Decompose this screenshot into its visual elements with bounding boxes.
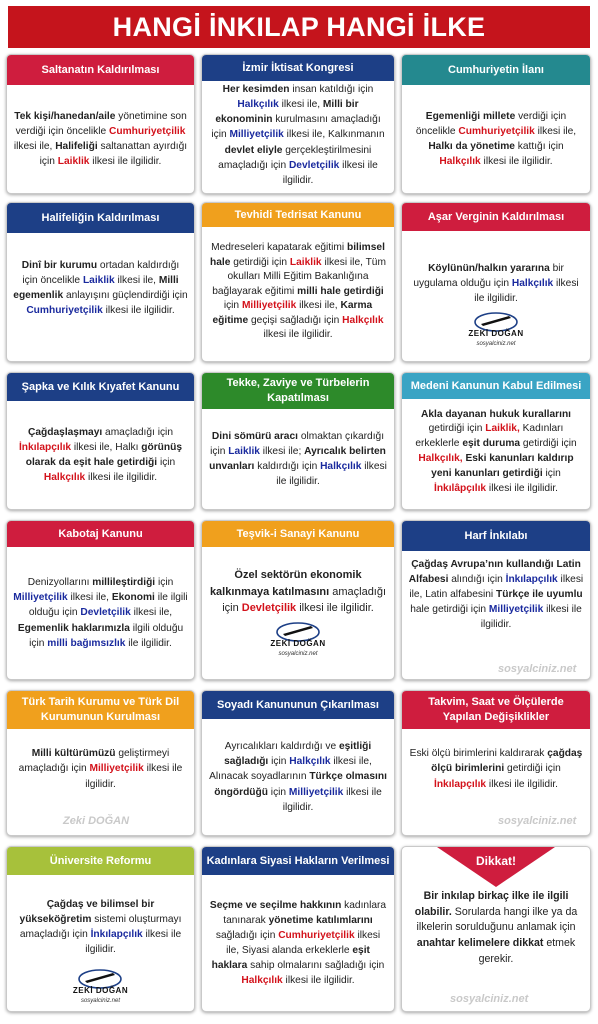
card-sapka [6, 372, 195, 510]
card-body [402, 729, 590, 809]
card-title: Takvim, Saat ve Ölçülerde Yapılan Değişiklikler [402, 691, 590, 729]
card-title: Dikkat! [475, 854, 516, 868]
card-kadin-haklari [201, 846, 395, 1012]
card-title: Tevhidi Tedrisat Kanunu [202, 203, 394, 227]
author-logo [468, 310, 523, 349]
card-text: Bir inkılap birkaç ilke ile ilgili olabilir. Sorularda hangi ilke ya da ilkelerin sorulduğunu anlamak için anahtar kelimelere dikkat etmek gerekir. [414, 890, 578, 965]
watermark-author: Zeki DOĞAN [63, 815, 130, 827]
card-body [7, 729, 194, 809]
logo-name: ZEKİ DOĞAN [468, 329, 524, 339]
card-text: Özel sektörün ekonomik kalkınmaya katılmasını amaçladığı için Devletçilik ilkesi ile ilgilidir. [209, 569, 387, 614]
card-kabotaj [6, 520, 195, 680]
card-body [202, 875, 394, 1011]
card-cumhuriyet [401, 54, 591, 194]
card-body [402, 399, 590, 509]
card-izmir-iktisat [201, 54, 395, 194]
card-title: Üniversite Reformu [7, 847, 194, 875]
card-ttk-tdk [6, 690, 195, 836]
card-text: Akla dayanan hukuk kurallarını getirdiği için Laiklik, Kadınları erkeklerle eşit duruma getirdiği için Halkçılık, Eski kanunları kaldırıp yeni kanunları getirdiği için İnkılâpçılık ilkesi ile ilgilidir. [415, 408, 577, 494]
card-body [7, 875, 194, 1011]
card-body [202, 227, 394, 361]
card-title: Şapka ve Kılık Kıyafet Kanunu [7, 373, 194, 401]
card-text: Çağdaşlaşmayı amaçladığı için İnkılapçılık ilkesi ile, Halkı görünüş olarak da eşit hale getirdiği için Halkçılık ilkesi ile ilgilidir. [18, 426, 183, 484]
card-body [7, 85, 194, 193]
card-text: Köylünün/halkın yararına bir uygulama olduğu için Halkçılık ilkesi ile ilgilidir. [413, 263, 579, 305]
watermark-site: sosyalciniz.net [498, 663, 577, 675]
card-text: Seçme ve seçilme hakkının kadınlara tanınarak yönetime katılımlarını sağladığı için Cumhuriyetçilik ilkesi ile, Siyasi alanda erkeklerle eşit haklara sahip olmalarını sağladığı için Halkçılık ilkesi ile ilgilidir. [209, 899, 387, 987]
page-title: HANGİ İNKILAP HANGİ İLKE [8, 6, 590, 48]
card-body [202, 547, 394, 679]
watermark-site: sosyalciniz.net [498, 815, 577, 827]
card-text: Denizyollarını millileştirdiği için Milliyetçilik ilkesi ile, Ekonomi ile ilgili olduğu için Devletçilik ilkesi ile, Egemenlik haklarımızla ilgili olduğu için milli bağımsızlık ile ilgilidir. [13, 577, 188, 649]
card-title: Halifeliğin Kaldırılması [7, 203, 194, 233]
card-body [7, 233, 194, 343]
logo-name: ZEKİ DOĞAN [72, 986, 129, 996]
card-body [402, 847, 590, 1012]
card-body [402, 551, 590, 663]
card-saltanat [6, 54, 195, 194]
card-body [202, 81, 394, 193]
card-title: Harf İnkılabı [402, 521, 590, 551]
card-title: Teşvik-i Sanayi Kanunu [202, 521, 394, 547]
card-tesvik-sanayi [201, 520, 395, 680]
card-text: Ayrıcalıkları kaldırdığı ve eşitliği sağladığı için Halkçılık ilkesi ile, Alınacak soyadlarının Türkçe olmasını öngördüğü için Milliyetçilik ilkesi ile ilgilidir. [209, 741, 387, 813]
card-text: Egemenliği millete verdiği için öncelikle Cumhuriyetçilik ilkesi ile, Halkı da yönetime kattığı için Halkçılık ilkesi ile ilgilidir. [415, 110, 577, 168]
logo-site: sosyalciniz.net [278, 650, 318, 657]
card-title: Medeni Kanunun Kabul Edilmesi [402, 373, 590, 399]
card-harf-inkilabi [401, 520, 591, 680]
card-title: Tekke, Zaviye ve Türbelerin Kapatılması [202, 373, 394, 409]
card-takvim-saat [401, 690, 591, 836]
card-text: Dinî bir kurumu ortadan kaldırdığı için öncelikle Laiklik ilkesi ile, Milli egemenlik anlayışını güçlendirdiği için Cumhuriyetçilik ilkesi ile ilgilidir. [13, 259, 188, 317]
card-text: Milli kültürümüzü geliştirmeyi amaçladığı için Milliyetçilik ilkesi ile ilgilidir. [18, 748, 183, 790]
card-text: Her kesimden insan katıldığı için Halkçılık ilkesi ile, Milli bir ekonominin kurulmasını amaçladığı için Milliyetçilik ilkesi ile, Kalkınmanın devlet eliyle gerçekleştirilmesini amaçladığı için Devletçilik ilkesi ile ilgilidir. [211, 84, 385, 186]
card-title: Aşar Verginin Kaldırılması [402, 203, 590, 231]
card-text: Eski ölçü birimlerini kaldırarak çağdaş ölçü birimlerini getirdiği için İnkılapçılık ilkesi ile ilgilidir. [409, 748, 583, 790]
card-title: Türk Tarih Kurumu ve Türk Dil Kurumunun Kurulması [7, 691, 194, 729]
card-body [202, 719, 394, 835]
warning-triangle [437, 847, 555, 887]
logo-name: ZEKİ DOĞAN [270, 639, 326, 649]
logo-site: sosyalciniz.net [476, 341, 516, 348]
author-logo [270, 620, 325, 659]
card-title: Soyadı Kanununun Çıkarılması [202, 691, 394, 719]
card-body [402, 85, 590, 193]
card-halifelik [6, 202, 195, 362]
card-title: Kabotaj Kanunu [7, 521, 194, 547]
card-text: Medreseleri kapatarak eğitimi bilimsel hale getirdiği için Laiklik ilkesi ile, Tüm okulları Milli Eğitim Bakanlığına bağlayarak eğitimi milli hale getirdiği için Milliyetçilik ilkesi ile, Karma eğitime geçişi sağladığı için Halkçılık ilkesi ile ilgilidir. [210, 242, 386, 341]
card-title: Kadınlara Siyasi Hakların Verilmesi [202, 847, 394, 875]
author-logo [73, 967, 128, 1006]
card-body [7, 401, 194, 509]
card-asar [401, 202, 591, 362]
logo-site: sosyalciniz.net [80, 998, 120, 1005]
card-soyadi [201, 690, 395, 836]
card-medeni-kanun [401, 372, 591, 510]
card-universite [6, 846, 195, 1012]
card-body [402, 231, 590, 361]
card-body [7, 547, 194, 679]
card-text: Dini sömürü aracı olmaktan çıkardığı için Laiklik ilkesi ile; Ayrıcalık belirten unvanları kaldırdığı için Halkçılık ilkesi ile ilgilidir. [209, 430, 387, 488]
card-title: İzmir İktisat Kongresi [202, 55, 394, 81]
card-title: Saltanatın Kaldırılması [7, 55, 194, 85]
card-tevhidi-tedrisat [201, 202, 395, 362]
card-body [202, 409, 394, 509]
card-text: Çağdaş ve bilimsel bir yükseköğretim sistemi oluşturmayı amaçladığı için İnkılapçılık ilkesi ile ilgilidir. [19, 899, 182, 956]
card-title: Cumhuriyetin İlanı [402, 55, 590, 85]
card-text: Tek kişi/hanedan/aile yönetimine son verdiği için öncelikle Cumhuriyetçilik ilkesi ile, Halifeliği saltanattan ayırdığı için Laiklik ilkesi ile ilgilidir. [13, 110, 188, 168]
card-tekke-zaviye [201, 372, 395, 510]
watermark-site: sosyalciniz.net [450, 993, 529, 1005]
card-text: Çağdaş Avrupa’nın kullandığı Latin Alfabesi alındığı için İnkılapçılık ilkesi ile, Latin alfabesini Türkçe ile uyumlu hale getirdiği için Milliyetçilik ilkesi ile ilgilidir. [408, 559, 584, 631]
card-dikkat [401, 846, 591, 1012]
